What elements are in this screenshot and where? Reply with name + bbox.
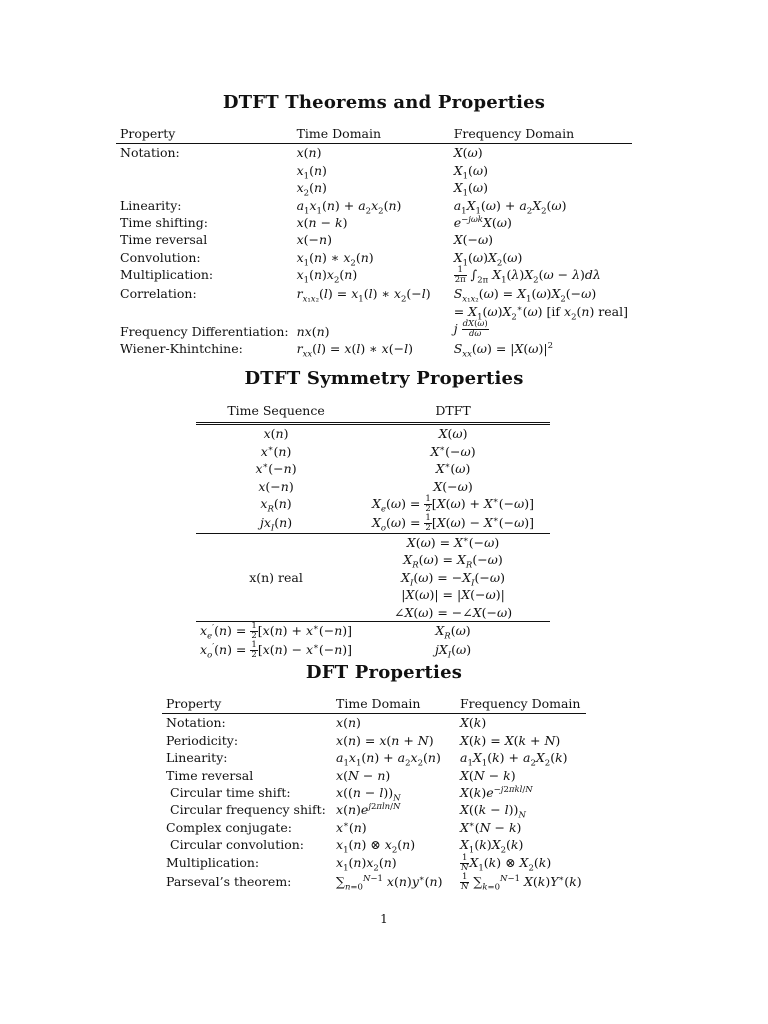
dtft-cell: |X(ω)| = |X(−ω)| [401, 587, 505, 603]
table-row [196, 641, 550, 660]
frequency-domain-cell: X(−ω) [453, 232, 494, 248]
column-header-time-sequence: Time Sequence [196, 402, 356, 424]
dtft-cell: X∗(−ω) [430, 443, 476, 459]
time-domain-cell: $x_1(n)x_2(n)$ [296, 267, 358, 286]
dft-properties-table [162, 695, 586, 892]
table-header-row [116, 125, 632, 144]
table-row [196, 443, 550, 460]
time-domain-cell: x(N − n) [336, 767, 391, 783]
property-label: Circular time shift: [170, 785, 291, 801]
sequence-cell: $x_o'(n)$ = $\frac{1}{2}$ [x(n) − x∗(−n)] [200, 640, 353, 661]
frequency-domain-cell: $e^{-j\omega k}X(\omega)$ [453, 214, 512, 231]
property-label: Time shifting: [120, 215, 208, 231]
table-row [196, 495, 550, 514]
time-domain-cell: x(−n) [296, 232, 332, 248]
sequence-cell: x∗(−n) [255, 461, 297, 477]
property-label: Time reversal [166, 767, 254, 783]
table-header-row [196, 402, 550, 424]
sequence-cell: x(n) [263, 426, 289, 442]
table-row [162, 801, 586, 818]
frequency-domain-cell: X(N − k) [460, 767, 516, 783]
time-domain-cell: x(n) [296, 145, 322, 161]
dtft-symmetry-title: DTFT Symmetry Properties [244, 368, 524, 389]
time-domain-cell: $x_1(n)$ ∗ $x_2(n)$ [296, 249, 374, 269]
frequency-domain-cell: $a_1X_1(k) + a_2X_2(k)$ [460, 750, 568, 769]
dtft-cell: X(ω) = X∗(−ω) [356, 534, 550, 552]
property-label: Linearity: [120, 197, 182, 213]
time-domain-cell: $a_1x_1(n) + a_2x_2(n)$ [336, 750, 441, 769]
time-domain-cell: $r_{xx}(l) = x(l)$ ∗ x(−l) [296, 341, 413, 360]
sequence-cell: $jx_I(n)$ [259, 515, 293, 534]
column-header-time-domain: Time Domain [332, 695, 456, 714]
frequency-domain-cell: $\frac{1}{N}$ $X_1(k)$ ⊗ $X_2(k)$ [461, 852, 552, 874]
property-label: Notation: [120, 145, 180, 161]
property-label: Correlation: [120, 286, 197, 302]
column-header-property: Property [162, 695, 332, 714]
table-row [162, 836, 586, 853]
time-domain-cell: $r_{x_1x_2}(l) = x_1(l)$ ∗ $x_2(-l)$ [296, 286, 431, 305]
property-label: Convolution: [120, 249, 201, 265]
table-row [116, 179, 632, 196]
property-label: Linearity: [166, 750, 228, 766]
table-row [162, 854, 586, 873]
property-label: Multiplication: [166, 854, 260, 870]
property-label: Time reversal [120, 232, 208, 248]
column-header-dtft: DTFT [356, 402, 550, 424]
property-label: Periodicity: [166, 732, 239, 748]
table-row [196, 424, 550, 443]
table-row [196, 478, 550, 495]
column-header-frequency-domain: Frequency Domain [456, 695, 586, 714]
page-number: 1 [380, 912, 388, 926]
column-header-time-domain: Time Domain [293, 125, 450, 144]
property-label: Wiener-Khintchine: [120, 341, 243, 357]
table-row [116, 285, 632, 302]
frequency-domain-cell: X(k) [460, 715, 487, 731]
table-row [116, 162, 632, 179]
dtft-cell: $X_R(\omega) = X_R(-\omega)$ [403, 552, 503, 571]
time-domain-cell: $x_1(n)x_2(n)$ [336, 854, 397, 874]
time-domain-cell: x(n) [336, 715, 361, 731]
table-row [162, 873, 586, 892]
frequency-domain-cell: $a_1X_1(\omega) + a_2X_2(\omega)$ [453, 197, 567, 217]
dtft-cell: X∗(ω) [435, 461, 471, 477]
sequence-cell: x(−n) [258, 478, 294, 494]
time-domain-cell: $x_1(n)$ ⊗ $x_2(n)$ [336, 837, 416, 856]
table-row [196, 534, 550, 552]
table-row [116, 197, 632, 214]
time-domain-cell: $a_1x_1(n) + a_2x_2(n)$ [296, 197, 402, 217]
table-row [116, 231, 632, 248]
table-row [162, 714, 586, 732]
table-row [162, 749, 586, 766]
time-domain-cell: $x_2(n)$ [296, 180, 327, 199]
frequency-domain-cell: $X(k)e^{-j2\pi kl/N}$ [460, 784, 533, 801]
table-header-row [162, 695, 586, 714]
dtft-theorems-table [116, 125, 632, 358]
property-label: Notation: [166, 715, 226, 731]
time-domain-cell: x∗(n) [336, 819, 367, 835]
frequency-domain-cell: X(ω) [453, 145, 483, 161]
property-label: Circular convolution: [170, 837, 305, 853]
column-header-frequency-domain: Frequency Domain [450, 125, 632, 144]
time-domain-cell: $\sum_{n=0}^{N-1}$ x(n)y∗(n) [336, 873, 443, 893]
table-row [162, 784, 586, 801]
table-row [116, 214, 632, 231]
time-domain-cell: nx(n) [296, 324, 330, 340]
dtft-symmetry-table [196, 402, 550, 660]
table-row [162, 819, 586, 836]
sequence-cell: x∗(n) [260, 443, 292, 459]
table-row [116, 340, 632, 357]
time-domain-cell: $x_1(n)$ [296, 162, 327, 182]
sequence-cell: $x_e'(n)$ = $\frac{1}{2}$ [x(n) + x∗(−n)] [196, 622, 356, 642]
time-domain-cell: $x((n - l))_N$ [336, 785, 401, 804]
frequency-domain-cell: $S_{xx}(\omega) = |X(\omega)|^2$ [453, 341, 553, 360]
dft-properties-title: DFT Properties [305, 662, 463, 683]
table-row [116, 266, 632, 285]
table-row [162, 732, 586, 749]
dtft-theorems-title: DTFT Theorems and Properties [222, 92, 546, 113]
time-domain-cell: x(n − k) [296, 215, 348, 231]
sequence-cell: $x_R(n)$ [260, 496, 292, 515]
frequency-domain-cell: X(k) = X(k + N) [460, 732, 561, 748]
table-row [196, 460, 550, 477]
property-label: Complex conjugate: [166, 819, 292, 835]
dtft-cell: $X_o(\omega)$ = $\frac{1}{2}$ [X(ω) − X∗(−ω)] [371, 513, 535, 534]
frequency-domain-cell: X∗(N − k) [460, 819, 522, 835]
time-domain-cell: x(n) = x(n + N) [336, 732, 434, 748]
dtft-cell: $jX_I(\omega)$ [434, 642, 472, 661]
sequence-cell: x(n) real [196, 534, 356, 622]
table-row [196, 622, 550, 642]
property-label: Circular frequency shift: [170, 802, 326, 818]
dtft-cell: $X_e(\omega)$ = $\frac{1}{2}$ [X(ω) + X∗(−ω)] [372, 494, 535, 515]
property-label: Frequency Differentiation: [120, 324, 289, 340]
dtft-cell: X(−ω) [433, 478, 473, 494]
dtft-cell: $X_I(\omega) = -X_I(-\omega)$ [401, 569, 505, 589]
frequency-domain-cell: $X_1(\omega)$ [453, 180, 489, 199]
table-row [162, 767, 586, 784]
dtft-cell: $X_R(\omega)$ [356, 622, 550, 642]
table-row [116, 303, 632, 320]
table-row [116, 249, 632, 266]
table-row [116, 320, 632, 340]
time-domain-cell: $x(n)e^{j2\pi ln/N}$ [336, 802, 401, 818]
property-label: Parseval’s theorem: [166, 873, 292, 889]
frequency-domain-cell: $X_1(\omega)X_2(\omega)$ [453, 249, 523, 269]
property-label: Multiplication: [120, 267, 214, 283]
table-row [116, 144, 632, 162]
frequency-domain-cell: $X_1(\omega)$ [453, 162, 489, 182]
column-header-property: Property [116, 125, 293, 144]
frequency-domain-cell: = $X_1(\omega)X_2^∗(\omega)$ [if $x_2(n)$ real] [453, 303, 628, 323]
frequency-domain-cell: $X_1(k)X_2(k)$ [460, 837, 524, 856]
frequency-domain-cell: $S_{x_1x_2}(\omega) = X_1(\omega)X_2(-\omega)$ [453, 286, 597, 305]
frequency-domain-cell: $\frac{1}{2\pi}$ $\int_{2\pi}$ $X_1(\lambda)X_2(\omega - \lambda)d\lambda$ [454, 265, 601, 286]
frequency-domain-cell: $X((k - l))_N$ [460, 802, 526, 821]
frequency-domain-cell: $\frac{1}{N}$ $\sum_{k=0}^{N-1}$ X(k)Y∗(k) [461, 871, 582, 893]
dtft-cell: ∠X(ω) = −∠X(−ω) [393, 604, 513, 620]
table-row [196, 514, 550, 534]
frequency-domain-cell: j $\frac{dX(\omega)}{d\omega}$ [453, 319, 488, 340]
dtft-cell: X(ω) [438, 426, 468, 442]
